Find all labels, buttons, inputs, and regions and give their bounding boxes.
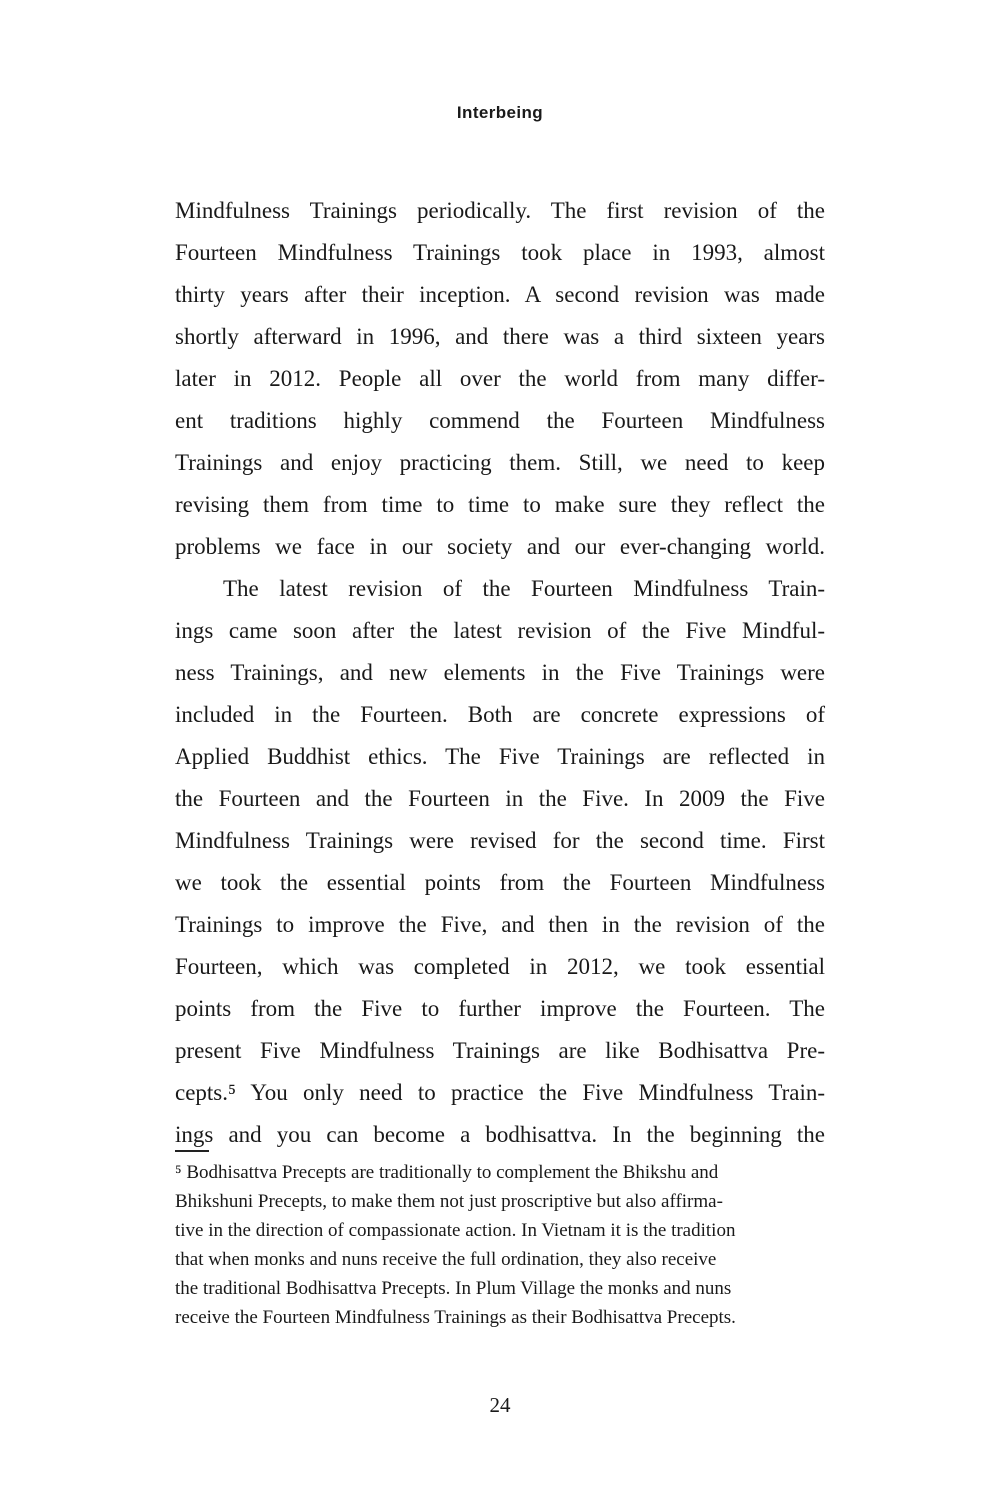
paragraph-1: [175, 190, 825, 568]
body-line: thirty years after their inception. A second revision was made: [175, 282, 825, 307]
body-line: the Fourteen and the Fourteen in the Five. In 2009 the Five: [175, 786, 825, 811]
body-line: Mindfulness Trainings periodically. The first revision of the: [175, 198, 825, 223]
body-line: problems we face in our society and our ever-changing world.: [175, 534, 825, 559]
footnote-line: tive in the direction of compassionate action. In Vietnam it is the tradition: [175, 1220, 736, 1241]
body-line: present Five Mindfulness Trainings are like Bodhisattva Pre-: [175, 1038, 825, 1063]
footnote-line: ⁵ Bodhisattva Precepts are traditionally to complement the Bhikshu and: [175, 1162, 719, 1183]
footnote: [175, 1150, 825, 1332]
running-header: Interbeing: [456, 103, 544, 122]
footnote-line: the traditional Bodhisattva Precepts. In Plum Village the monks and nuns: [175, 1278, 732, 1299]
footnote-rule: [175, 1150, 209, 1152]
footnote-line: receive the Fourteen Mindfulness Trainings as their Bodhisattva Precepts.: [175, 1307, 736, 1328]
footnote-line: that when monks and nuns receive the full ordination, they also receive: [175, 1249, 717, 1270]
body-line: we took the essential points from the Fourteen Mindfulness: [175, 870, 825, 895]
body-text: [175, 190, 825, 1156]
body-line: points from the Five to further improve the Fourteen. The: [175, 996, 825, 1021]
body-line: ness Trainings, and new elements in the Five Trainings were: [175, 660, 825, 685]
body-line: included in the Fourteen. Both are concrete expressions of: [175, 702, 825, 727]
footnote-line: Bhikshuni Precepts, to make them not just proscriptive but also affirma-: [175, 1191, 723, 1212]
body-line: Trainings to improve the Five, and then in the revision of the: [175, 912, 825, 937]
body-line: revising them from time to time to make sure they reflect the: [175, 492, 825, 517]
body-line: ent traditions highly commend the Fourteen Mindfulness: [175, 408, 825, 433]
body-line: later in 2012. People all over the world from many differ-: [175, 366, 825, 391]
body-line: Applied Buddhist ethics. The Five Trainings are reflected in: [175, 744, 825, 769]
body-line: ings came soon after the latest revision of the Five Mindful-: [175, 618, 825, 643]
body-line: Fourteen, which was completed in 2012, we took essential: [175, 954, 825, 979]
body-line: Fourteen Mindfulness Trainings took place in 1993, almost: [175, 240, 825, 265]
body-line: shortly afterward in 1996, and there was a third sixteen years: [175, 324, 825, 349]
body-line: The latest revision of the Fourteen Mindfulness Train-: [223, 576, 825, 601]
body-line: Mindfulness Trainings were revised for the second time. First: [175, 828, 825, 853]
body-line: ings and you can become a bodhisattva. In the beginning the: [175, 1122, 825, 1147]
body-line: cepts.⁵ You only need to practice the Five Mindfulness Train-: [175, 1080, 825, 1105]
paragraph-2: [175, 568, 825, 1156]
page-number: 24: [489, 1393, 511, 1417]
footnote-text: [175, 1158, 825, 1332]
body-line: Trainings and enjoy practicing them. Still, we need to keep: [175, 450, 825, 475]
